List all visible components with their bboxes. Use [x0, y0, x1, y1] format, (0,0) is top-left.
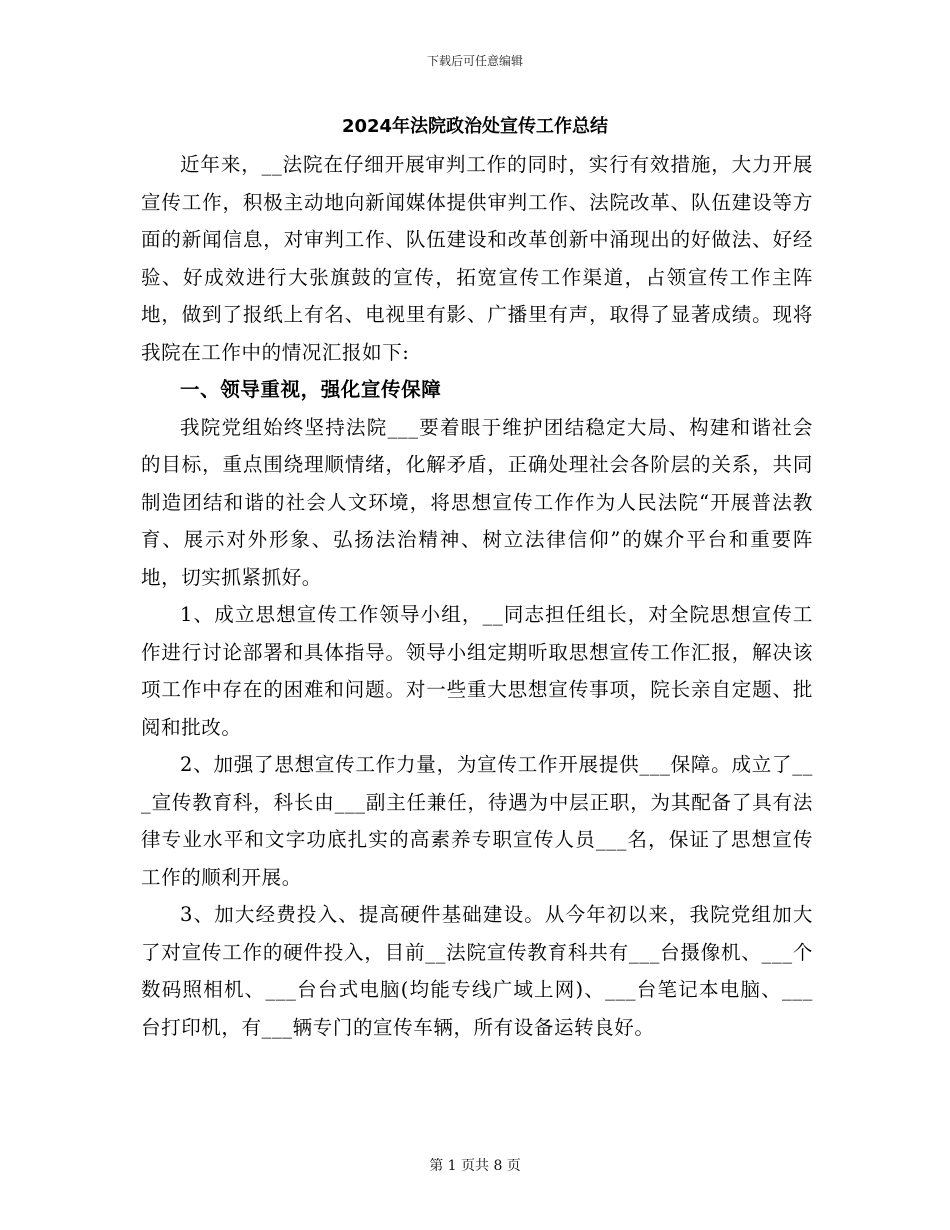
page-header-note: 下载后可任意编辑	[426, 54, 523, 68]
section-heading-1: 一、领导重视，强化宣传保障	[180, 378, 442, 401]
item-3-paragraph: 3、加大经费投入、提高硬件基础建设。从今年初以来，我院党组加大了对宣传工作的硬件投入，目前__法院宣传教育科共有___台摄像机、___个数码照相机、___台台式电脑(均能专线广域上网)、___台笔记本电脑、___台打印机，有___辆专门的宣传车辆，所有设备运转良好。	[141, 903, 813, 1039]
item-2-paragraph: 2、加强了思想宣传工作力量，为宣传工作开展提供___保障。成立了___宣传教育科，科长由___副主任兼任，待遇为中层正职，为其配备了具有法律专业水平和文字功底扎实的高素养专职宣传人员___名，保证了思想宣传工作的顺利开展。	[141, 753, 813, 889]
document-body	[141, 146, 813, 1046]
item-1-paragraph: 1、成立思想宣传工作领导小组，__同志担任组长，对全院思想宣传工作进行讨论部署和具体指导。领导小组定期听取思想宣传工作汇报，解决该项工作中存在的困难和问题。对一些重大思想宣传事项，院长亲自定题、批阅和批改。	[141, 603, 813, 739]
section-1-paragraph: 我院党组始终坚持法院___要着眼于维护团结稳定大局、构建和谐社会的目标，重点围绕理顺情绪，化解矛盾，正确处理社会各阶层的关系，共同制造团结和谐的社会人文环境，将思想宣传工作作为人民法院“开展普法教育、展示对外形象、弘扬法治精神、树立法律信仰”的媒介平台和重要阵地，切实抓紧抓好。	[141, 415, 813, 589]
intro-paragraph: 近年来，__法院在仔细开展审判工作的同时，实行有效措施，大力开展宣传工作，积极主动地向新闻媒体提供审判工作、法院改革、队伍建设等方面的新闻信息，对审判工作、队伍建设和改革创新中涌现出的好做法、好经验、好成效进行大张旗鼓的宣传，拓宽宣传工作渠道，占领宣传工作主阵地，做到了报纸上有名、电视里有影、广播里有声，取得了显著成绩。现将我院在工作中的情况汇报如下:	[141, 153, 813, 364]
document-title: 2024年法院政治处宣传工作总结	[341, 116, 609, 137]
page-number-footer: 第 1 页共 8 页	[429, 1158, 521, 1174]
